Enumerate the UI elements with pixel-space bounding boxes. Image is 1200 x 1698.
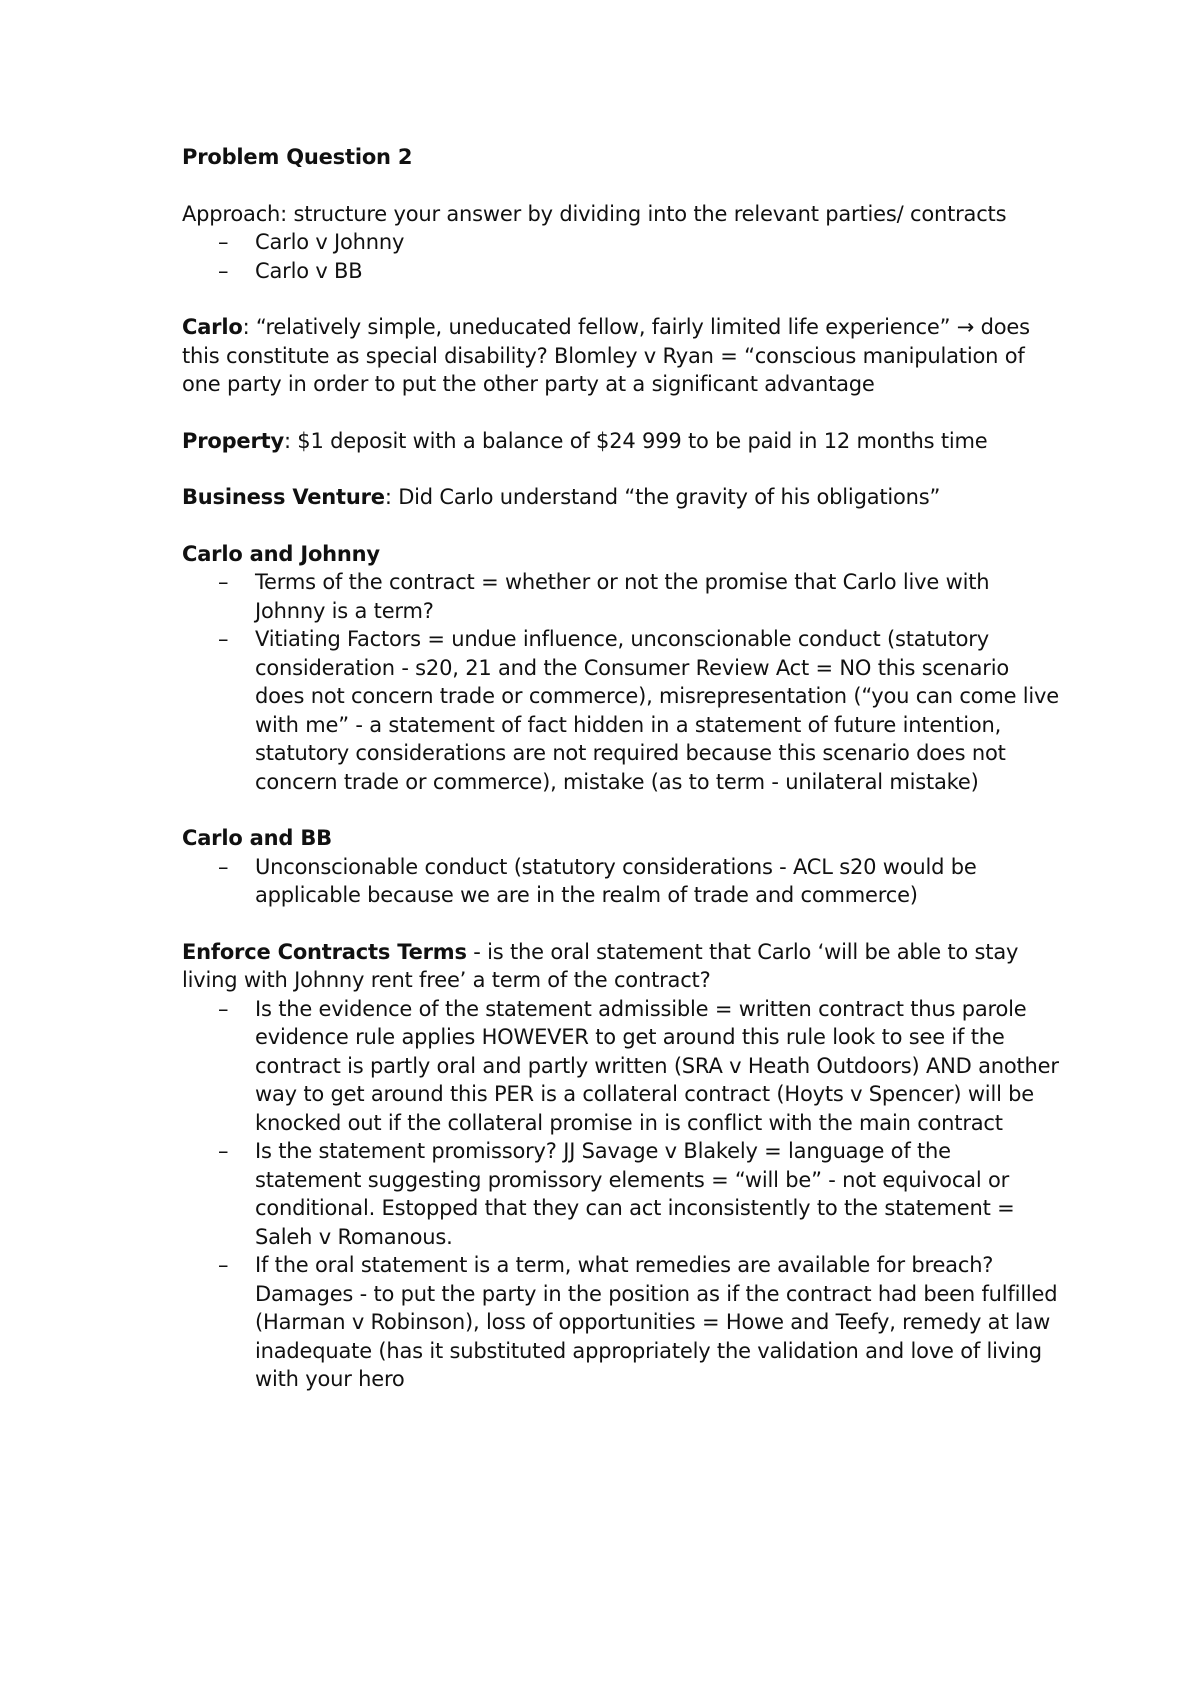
carlo-bb-heading: Carlo and BB	[182, 826, 332, 850]
carlo-label: Carlo	[182, 315, 243, 339]
enforce-intro	[182, 938, 1062, 995]
enforce-section	[182, 938, 1062, 1394]
business-paragraph	[182, 483, 1062, 512]
enforce-list	[182, 995, 1062, 1394]
enforce-text: - is the oral statement that Carlo ‘will be able to stay living with Johnny rent free’ a term of the contract?	[182, 939, 1019, 992]
property-text: : $1 deposit with a balance of $24 999 to be paid in 12 months time	[283, 428, 988, 453]
approach-list	[182, 228, 1062, 285]
carlo-johnny-list	[182, 568, 1062, 796]
dash-bullet: –	[218, 258, 229, 283]
list-item: – Terms of the contract = whether or not the promise that Carlo live with Johnny is a term?	[218, 570, 990, 623]
property-paragraph	[182, 427, 1062, 456]
list-item: – Is the evidence of the statement admissible = written contract thus parole evidence rule applies HOWEVER to get around this rule look to see if the contract is partly oral and partly written (SRA v Heath Outdoors) AND another way to get around this PER is a collateral contract (Hoyts v Spencer) will be knocked out if the collateral promise in is conflict with the main contract	[218, 996, 1059, 1135]
enforce-label: Enforce Contracts Terms	[182, 939, 467, 964]
approach-text: Approach: structure your answer by dividing into the relevant parties/ contracts	[182, 201, 1007, 226]
business-text: : Did Carlo understand “the gravity of his obligations”	[384, 485, 941, 509]
document-page	[182, 143, 1062, 1422]
list-item: – Is the statement promissory? JJ Savage v Blakely = language of the statement suggesting promissory elements = “will be” - not equivocal or conditional. Estopped that they can act inconsistently to the statement = Saleh v Romanous.	[218, 1139, 1015, 1249]
approach-section	[182, 200, 1062, 286]
page-title: Problem Question 2	[182, 145, 413, 169]
dash-bullet: –	[218, 627, 229, 651]
dash-bullet: –	[218, 996, 229, 1021]
dash-bullet: –	[218, 1253, 229, 1277]
carlo-johnny-heading: Carlo and Johnny	[182, 541, 380, 566]
list-item: – Vitiating Factors = undue influence, unconscionable conduct (statutory consideration - s20, 21 and the Consumer Review Act = NO this scenario does not concern trade or commerce), misrepresentation (“you can come live with me” - a statement of fact hidden in a statement of future intention, statutory considerations are not required because this scenario does not concern trade or commerce), mistake (as to term - unilateral mistake)	[218, 627, 1059, 794]
carlo-johnny-section	[182, 540, 1062, 797]
dash-bullet: –	[218, 570, 229, 594]
list-item: – Unconscionable conduct (statutory considerations - ACL s20 would be applicable because we are in the realm of trade and commerce)	[218, 854, 977, 907]
dash-bullet: –	[218, 854, 229, 879]
business-label: Business Venture	[182, 485, 385, 509]
carlo-text: : “relatively simple, uneducated fellow, fairly limited life experience” → does this constitute as special disability? Blomley v Ryan = “conscious manipulation of one party in order to put the other party at a significant advantage	[182, 315, 1030, 396]
dash-bullet: –	[218, 230, 229, 254]
list-item: – Carlo v BB	[182, 257, 1062, 286]
list-item: – Carlo v Johnny	[182, 228, 1062, 257]
property-label: Property	[182, 428, 284, 453]
dash-bullet: –	[218, 1139, 229, 1163]
carlo-bb-section	[182, 824, 1062, 910]
carlo-paragraph	[182, 313, 1062, 399]
carlo-bb-list	[182, 853, 1062, 910]
list-item: – If the oral statement is a term, what remedies are available for breach? Damages - to put the party in the position as if the contract had been fulfilled (Harman v Robinson), loss of opportunities = Howe and Teefy, remedy at law inadequate (has it substituted appropriately the validation and love of living with your hero	[218, 1253, 1058, 1391]
